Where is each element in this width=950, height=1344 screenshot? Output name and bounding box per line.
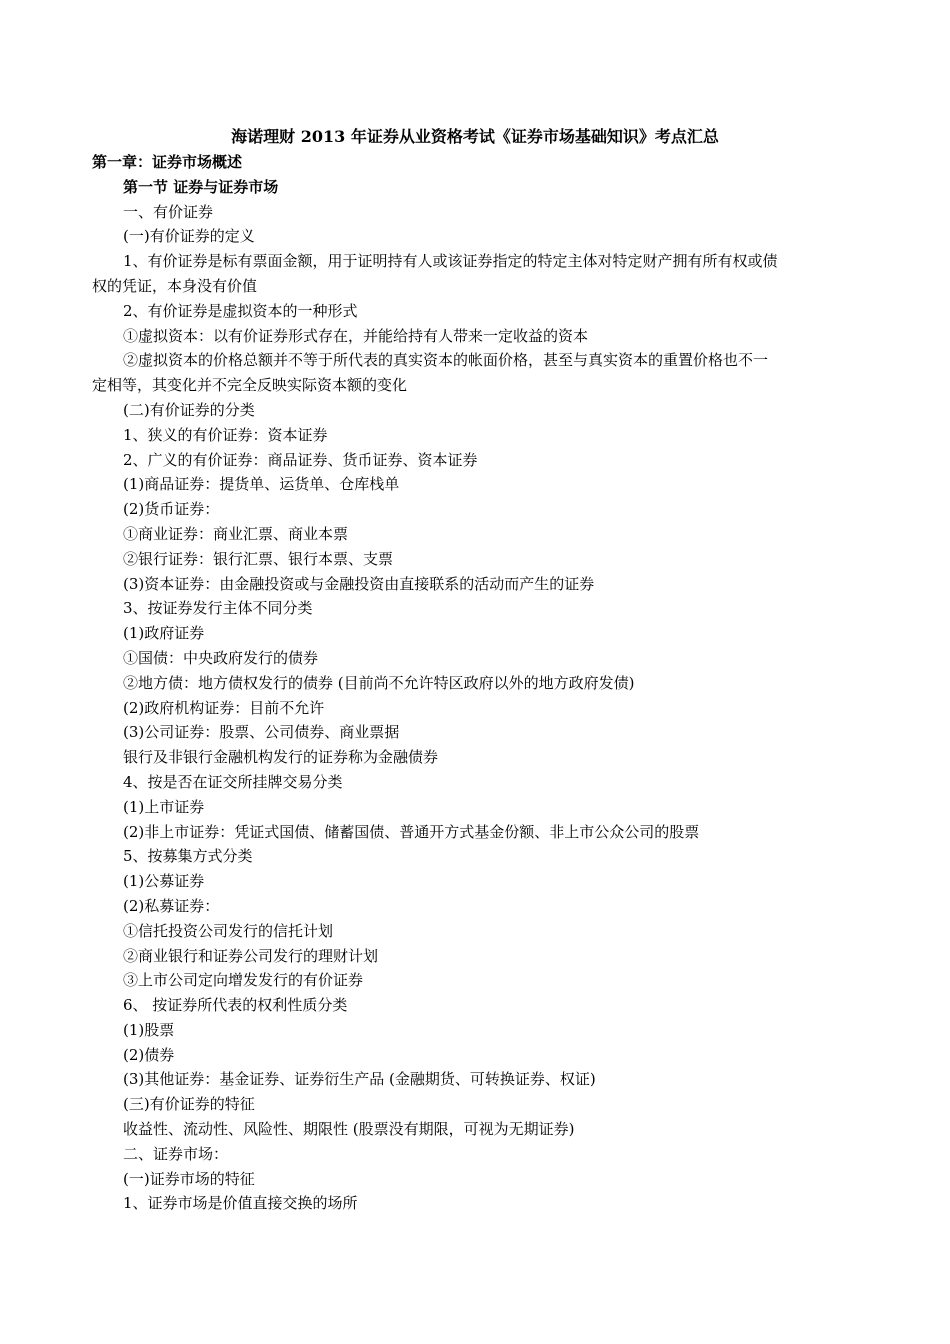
text-line: (3)资本证券：由金融投资或与金融投资由直接联系的活动而产生的证券 bbox=[123, 574, 595, 593]
text-line: ①虚拟资本：以有价证券形式存在，并能给持有人带来一定收益的资本 bbox=[123, 326, 589, 345]
text-line: (一)有价证券的定义 bbox=[123, 227, 255, 246]
text-line: 1、狭义的有价证券：资本证券 bbox=[123, 425, 328, 444]
text-line: (1)上市证券 bbox=[123, 797, 205, 816]
text-line: ②地方债：地方债权发行的债券 (目前尚不允许特区政府以外的地方政府发债) bbox=[123, 673, 635, 692]
text-line: (2)债券 bbox=[123, 1045, 175, 1064]
text-line: 银行及非银行金融机构发行的证券称为金融债券 bbox=[123, 748, 439, 767]
text-line: ②商业银行和证券公司发行的理财计划 bbox=[123, 946, 379, 965]
text-line: (一)证券市场的特征 bbox=[123, 1169, 255, 1188]
text-line: 2、有价证券是虚拟资本的一种形式 bbox=[123, 301, 358, 320]
text-line: 1、有价证券是标有票面金额，用于证明持有人或该证券指定的特定主体对特定财产拥有所有权或债 bbox=[123, 252, 778, 271]
text-line: 4、按是否在证交所挂牌交易分类 bbox=[123, 772, 343, 791]
text-line: 5、按募集方式分类 bbox=[123, 847, 253, 866]
section-heading: 第一节 证券与证券市场 bbox=[123, 177, 279, 196]
document-body bbox=[92, 150, 862, 1216]
text-line: ①信托投资公司发行的信托计划 bbox=[123, 921, 334, 940]
text-line: (3)公司证券：股票、公司债券、商业票据 bbox=[123, 723, 400, 742]
text-line: (1)商品证券：提货单、运货单、仓库栈单 bbox=[123, 475, 400, 494]
text-line: (二)有价证券的分类 bbox=[123, 400, 255, 419]
text-line: 1、证券市场是价值直接交换的场所 bbox=[123, 1194, 358, 1213]
text-line: ①国债：中央政府发行的债券 bbox=[123, 648, 319, 667]
text-line: 6、 按证券所代表的权利性质分类 bbox=[123, 996, 348, 1015]
text-line: (2)货币证券： bbox=[123, 500, 220, 519]
text-line: ③上市公司定向增发发行的有价证券 bbox=[123, 971, 364, 990]
text-line: (1)公募证券 bbox=[123, 872, 205, 891]
text-line: 二、证券市场： bbox=[123, 1144, 229, 1163]
text-line: (2)私募证券： bbox=[123, 896, 220, 915]
text-line: ②银行证券：银行汇票、银行本票、支票 bbox=[123, 549, 394, 568]
text-line: 收益性、流动性、风险性、期限性 (股票没有期限，可视为无期证券) bbox=[123, 1120, 575, 1139]
document-title: 海诺理财 2013 年证券从业资格考试《证券市场基础知识》考点汇总 bbox=[231, 127, 719, 146]
text-line: (2)非上市证券：凭证式国债、储蓄国债、普通开方式基金份额、非上市公众公司的股票 bbox=[123, 822, 700, 841]
text-line: ②虚拟资本的价格总额并不等于所代表的真实资本的帐面价格，甚至与真实资本的重置价格也不一 bbox=[123, 351, 769, 370]
text-line: ①商业证券：商业汇票、商业本票 bbox=[123, 524, 349, 543]
text-line: (1)政府证券 bbox=[123, 624, 205, 643]
text-line: (2)政府机构证券：目前不允许 bbox=[123, 698, 325, 717]
text-line: (3)其他证券：基金证券、证券衍生产品 (金融期货、可转换证券、权证) bbox=[123, 1070, 596, 1089]
text-line: (1)股票 bbox=[123, 1020, 175, 1039]
text-line: 定相等，其变化并不完全反映实际资本额的变化 bbox=[92, 376, 408, 395]
section-heading: 第一章：证券市场概述 bbox=[92, 153, 243, 171]
text-line: 2、广义的有价证券：商品证券、货币证券、资本证券 bbox=[123, 450, 478, 469]
text-line: 3、按证券发行主体不同分类 bbox=[123, 599, 313, 618]
text-line: 一、有价证券 bbox=[123, 202, 214, 221]
text-line: 权的凭证，本身没有价值 bbox=[92, 276, 258, 295]
text-line: (三)有价证券的特征 bbox=[123, 1095, 255, 1114]
